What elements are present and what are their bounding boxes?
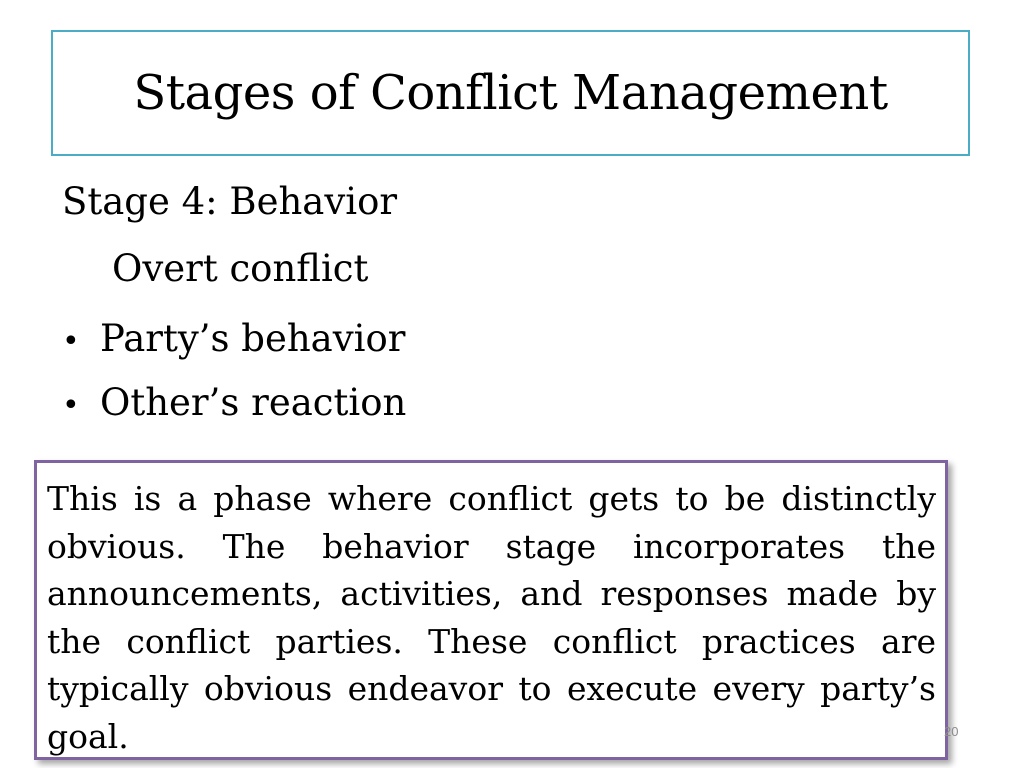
list-item (62, 381, 407, 448)
stage-heading: Stage 4: Behavior (62, 180, 398, 223)
bullet-list (62, 317, 407, 448)
description-box (34, 460, 948, 760)
slide-title: Stages of Conflict Management (133, 65, 888, 121)
stage-subheading: Overt conflict (112, 247, 369, 290)
bullet-icon: • (62, 324, 80, 359)
slide-number: 20 (944, 724, 959, 739)
description-text: This is a phase where conflict gets to be distinctly obvious. The behavior stage incorporates the announcements, activities, and responses made by the conflict parties. These conflict practices are typically obvious endeavor to execute every party’s goal. (47, 479, 936, 756)
bullet-text: Other’s reaction (100, 381, 407, 424)
title-box (51, 30, 970, 156)
bullet-text: Party’s behavior (100, 317, 406, 360)
bullet-icon: • (62, 388, 80, 423)
list-item (62, 317, 406, 384)
